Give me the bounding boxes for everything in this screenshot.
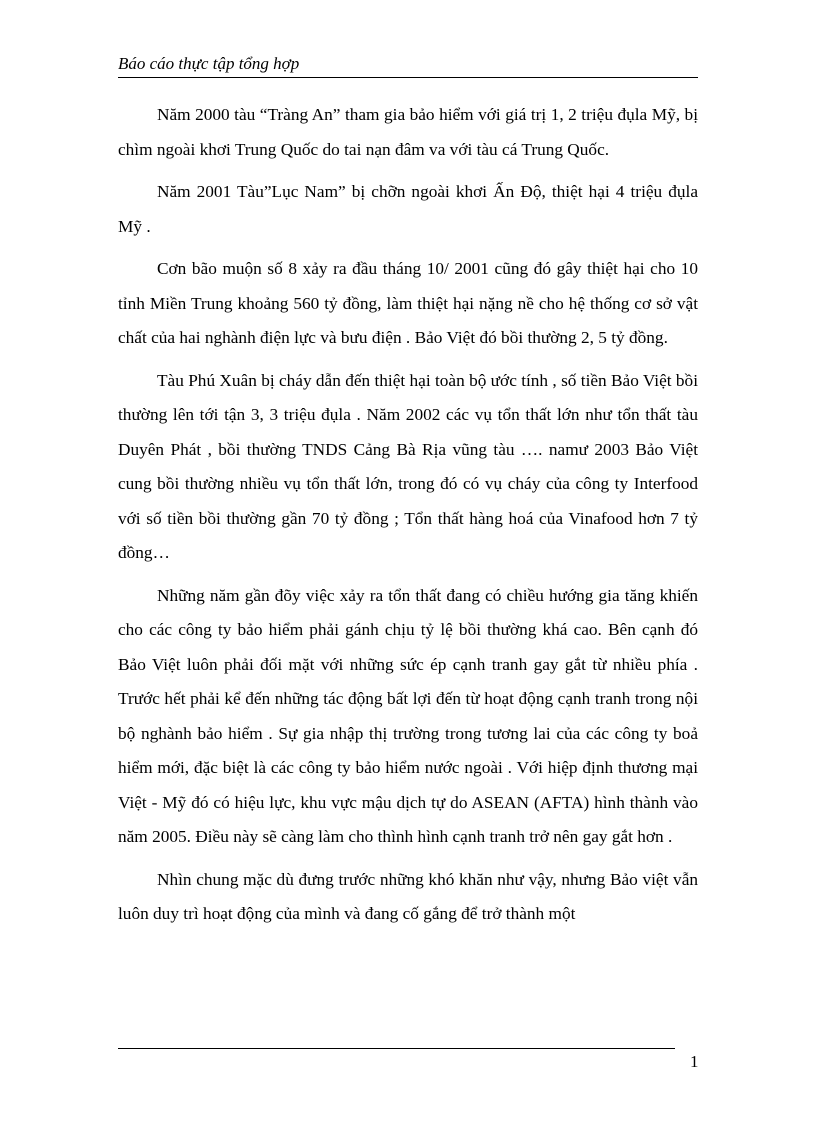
paragraph-competition: Những năm gần đõy việc xảy ra tổn thất đang có chiều hướng gia tăng khiến cho các công ty bảo hiểm phải gánh chịu tỷ lệ bồi thường khá cao. Bên cạnh đó Bảo Việt luôn phải đối mặt với những sức ép cạnh tranh gay gắt từ nhiều phía . Trước hết phải kể đến những tác động bất lợi đến từ hoạt động cạnh tranh trong nội bộ nghành bảo hiểm . Sự gia nhập thị trường trong tương lai của các công ty boả hiểm mới, đặc biệt là các công ty bảo hiểm nước ngoài . Với hiệp định thương mại Việt - Mỹ đó có hiệu lực, khu vực mậu dịch tự do ASEAN (AFTA) hình thành vào năm 2005. Điều này sẽ càng làm cho thình hình cạnh tranh trở nên gay gắt hơn . bbox=[118, 585, 698, 846]
paragraph-storm-no-8: Cơn bão muộn số 8 xảy ra đầu tháng 10/ 2001 cũng đó gây thiệt hại cho 10 tỉnh Miền Trung khoảng 560 tỷ đồng, làm thiệt hại nặng nề cho hệ thống cơ sở vật chất của hai nghành điện lực và bưu điện . Bảo Việt đó bồi thường 2, 5 tỷ đồng. bbox=[118, 259, 698, 347]
page-header bbox=[118, 53, 698, 78]
paragraph-phu-xuan: Tàu Phú Xuân bị cháy dẫn đến thiệt hại toàn bộ ước tính , số tiền Bảo Việt bồi thường lên tới tận 3, 3 triệu đụla . Năm 2002 các vụ tổn thất lớn như tổn thất tàu Duyên Phát , bồi thường TNDS Cảng Bà Rịa vũng tàu …. namư 2003 Bảo Việt cung bồi thường nhiều vụ tổn thất lớn, trong đó có vụ cháy của công ty Interfood với số tiền bồi thường gần 70 tỷ đồng ; Tổn thất hàng hoá của Vinafood hơn 7 tỷ đồng… bbox=[118, 370, 698, 562]
page-number: 1 bbox=[690, 1052, 699, 1071]
paragraph-luc-nam: Năm 2001 Tàu”Lục Nam” bị chỡn ngoài khơi Ấn Độ, thiệt hại 4 triệu đụla Mỹ . bbox=[118, 182, 698, 236]
body-text bbox=[118, 98, 698, 940]
header-title: Báo cáo thực tập tổng hợp bbox=[118, 54, 300, 73]
paragraph-trang-an: Năm 2000 tàu “Tràng An” tham gia bảo hiểm với giá trị 1, 2 triệu đụla Mỹ, bị chìm ngoài khơi Trung Quốc do tai nạn đâm va với tàu cá Trung Quốc. bbox=[118, 105, 698, 159]
footer-divider bbox=[118, 1048, 675, 1049]
paragraph-conclusion: Nhìn chung mặc dù đưng trước những khó khăn như vậy, nhưng Bảo việt vẫn luôn duy trì hoạt động của mình và đang cố gắng để trở thành một bbox=[118, 869, 698, 923]
